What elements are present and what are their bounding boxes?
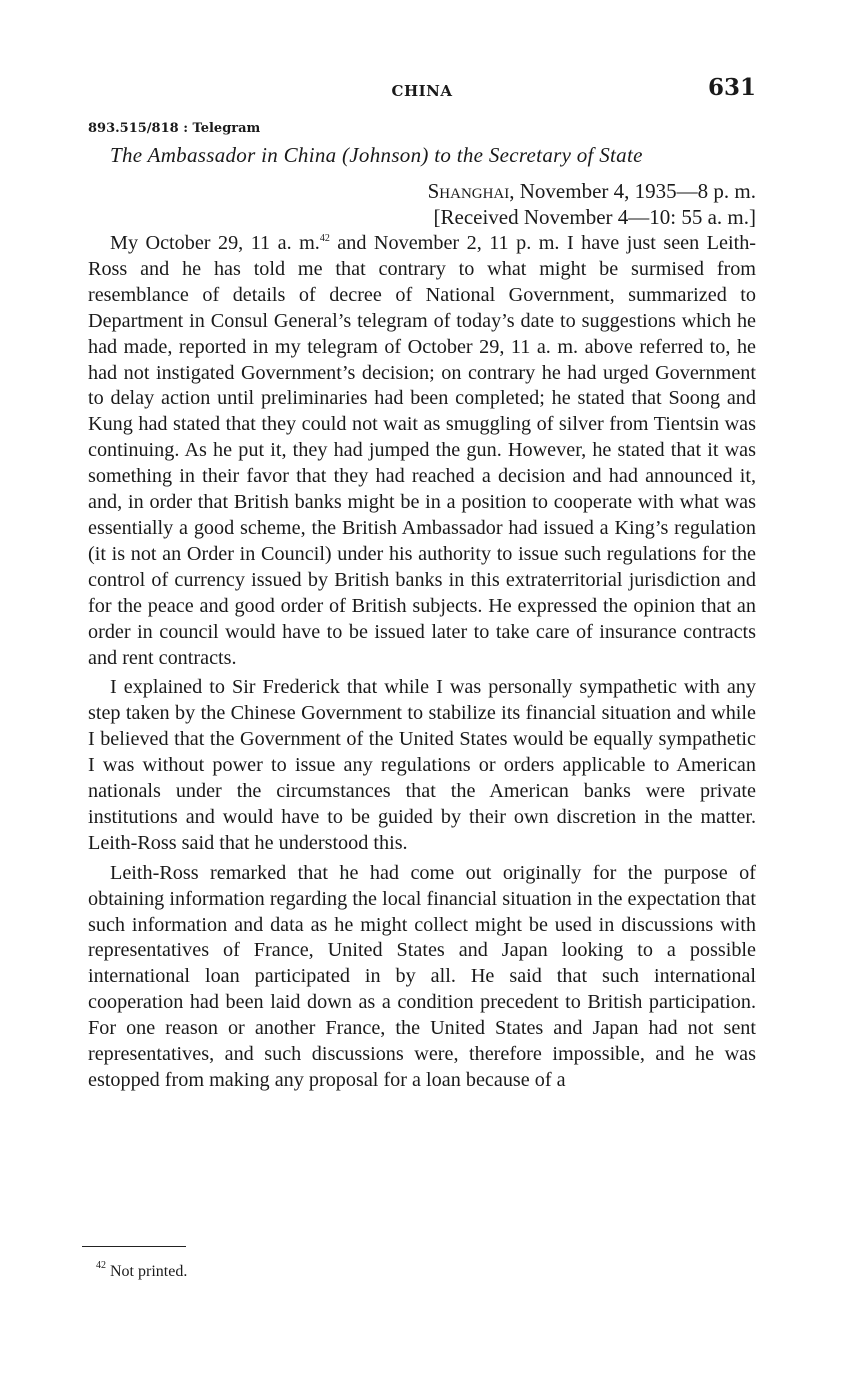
footnote-text: Not printed.: [106, 1263, 188, 1280]
date-sent: November 4, 1935—8 p. m.: [519, 179, 756, 203]
footnote-number: 42: [96, 1260, 106, 1271]
paragraph-1-rest: and November 2, 11 p. m. I have just seen Leith-Ross and he has told me that contrary to what might be surmised from resemblance of details of decree of National Government, summarized to Department in Consul General’s telegram of today’s date to suggestions which he had made, reported in my telegram of October 29, 11 a. m. above referred to, he had not instigated Government’s decision; on contrary he had urged Government to delay action until preliminaries had been completed; he stated that Soong and Kung had stated that they could not wait as smuggling of silver from Tientsin was continuing. As he put it, they had jumped the gun. However, he stated that it was something in their favor that they had reached a decision and had announced it, and, in order that British banks might be in a position to cooperate with what was essentially a good scheme, the British Ambassador had issued a King’s regulation (it is not an Order in Council) under his authority to issue such regulations for the control of currency issued by British banks in this extraterritorial jurisdiction and for the peace and good order of British subjects. He expressed the opinion that an order in council would have to be issued later to take care of insurance contracts and rent contracts.: [88, 232, 757, 669]
running-title: CHINA: [391, 82, 453, 100]
paragraph-1: [88, 231, 756, 671]
footnote-reference: 42: [319, 233, 330, 244]
date-sent-line: [88, 178, 756, 204]
dateline: [88, 178, 756, 230]
file-reference: 893.515/818 : Telegram: [88, 121, 261, 136]
running-head: [88, 72, 756, 112]
paragraph-2: I explained to Sir Frederick that while I was personally sympathetic with any step taken by the Chinese Government to stabilize its financial situation and while I believed that the Government of the United States would be equally sympathetic I was without power to issue any regulations or orders applicable to American nationals under the circumstances that the American banks were private institutions and would have to be guided by their own discretion in the matter. Leith-Ross said that he understood this.: [88, 676, 756, 854]
footnote-divider: [82, 1246, 186, 1247]
footnote: [96, 1262, 187, 1282]
paragraph-3: Leith-Ross remarked that he had come out originally for the purpose of obtaining information regarding the local financial situation in the expectation that such information and data as he might collect might be used in discussions with representatives of France, United States and Japan looking to a possible international loan participated in by all. He said that such international cooperation had been laid down as a condition precedent to British participation. For one reason or another France, the United States and Japan had not sent representatives, and such discussions were, therefore impossible, and he was estopped from making any proposal for a loan because of a: [88, 861, 756, 1091]
date-received: [Received November 4—10: 55 a. m.]: [433, 205, 756, 229]
paragraph-1-start: My October 29, 11 a. m.: [110, 232, 320, 254]
document-page: [88, 72, 756, 1094]
page-number: 631: [707, 74, 756, 101]
document-heading: The Ambassador in China (Johnson) to the Secretary of State: [110, 143, 643, 167]
place-name: Shanghai,: [427, 179, 515, 203]
telegram-body: [88, 231, 756, 1094]
